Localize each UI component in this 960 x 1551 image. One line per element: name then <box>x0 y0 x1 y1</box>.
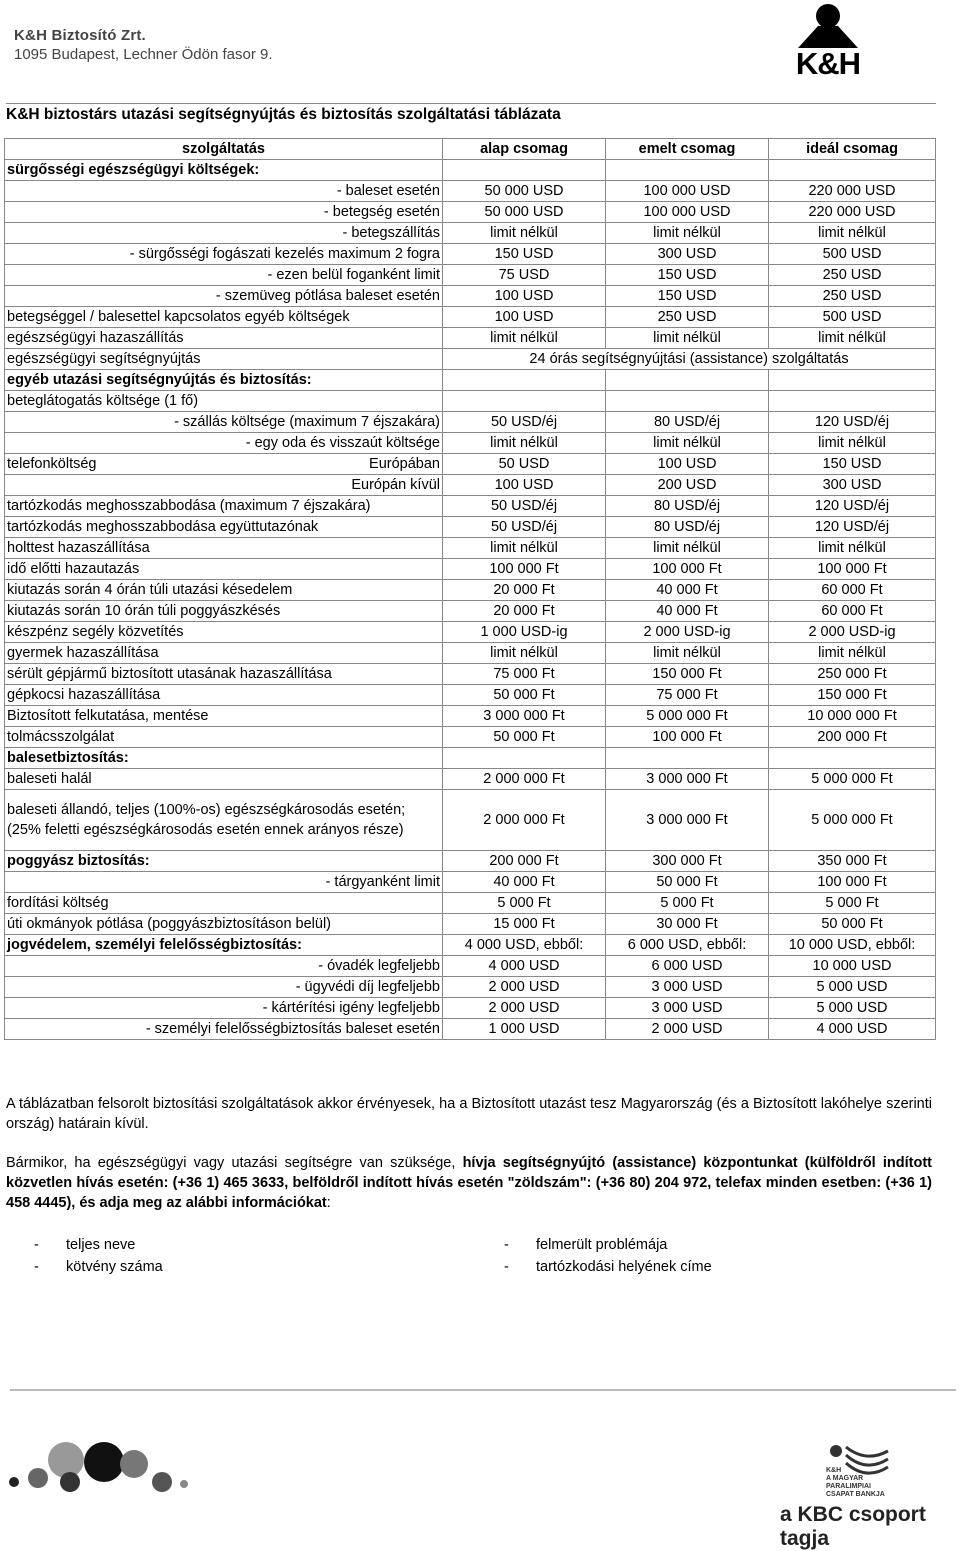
row-value-basic: 4 000 USD <box>443 956 606 977</box>
table-row <box>5 872 936 893</box>
row-value-basic <box>443 370 606 391</box>
row-value-ideal: 5 000 USD <box>769 977 936 998</box>
col-header-basic: alap csomag <box>443 139 606 160</box>
row-value-ideal: 150 USD <box>769 454 936 475</box>
row-value-ideal: 220 000 USD <box>769 202 936 223</box>
row-value-basic: 50 000 Ft <box>443 685 606 706</box>
row-value-plus: 3 000 USD <box>606 977 769 998</box>
row-value-ideal: 4 000 USD <box>769 1019 936 1040</box>
row-value-basic: 1 000 USD <box>443 1019 606 1040</box>
row-value-ideal: 2 000 USD-ig <box>769 622 936 643</box>
assistance-end: : <box>326 1195 331 1211</box>
row-value-plus: 150 USD <box>606 286 769 307</box>
row-value-plus: 300 USD <box>606 244 769 265</box>
paralympic-text: K&H A MAGYAR PARALIMPIAI CSAPAT BANKJA <box>826 1467 885 1498</box>
row-value-span: 24 órás segítségnyújtási (assistance) szolgáltatás <box>443 349 936 370</box>
row-label: készpénz segély közvetítés <box>5 622 443 643</box>
row-value-basic: 15 000 Ft <box>443 914 606 935</box>
row-label: baleseti halál <box>5 769 443 790</box>
row-label: egészségügyi hazaszállítás <box>5 328 443 349</box>
row-value-basic: 5 000 Ft <box>443 893 606 914</box>
row-label: telefonköltség Európában <box>5 454 443 475</box>
row-value-ideal: limit nélkül <box>769 223 936 244</box>
arrow-icon-small <box>9 1477 19 1487</box>
row-value-basic: 50 000 USD <box>443 202 606 223</box>
row-value-basic: 40 000 Ft <box>443 872 606 893</box>
row-value-basic: 100 USD <box>443 307 606 328</box>
arrow-icons-decoration <box>8 1440 188 1500</box>
row-value-ideal: 5 000 000 Ft <box>769 790 936 851</box>
row-value-plus: 200 USD <box>606 475 769 496</box>
info-list-left <box>34 1234 163 1278</box>
row-value-ideal: 100 000 Ft <box>769 872 936 893</box>
row-label: gyermek hazaszállítása <box>5 643 443 664</box>
table-row <box>5 790 936 851</box>
arrow-icon-tiny <box>180 1480 188 1488</box>
row-label: - sürgősségi fogászati kezelés maximum 2 fogra <box>5 244 443 265</box>
row-value-basic: limit nélkül <box>443 433 606 454</box>
row-value-ideal: 5 000 Ft <box>769 893 936 914</box>
table-row <box>5 349 936 370</box>
row-value-plus <box>606 391 769 412</box>
table-row <box>5 727 936 748</box>
row-value-plus: limit nélkül <box>606 643 769 664</box>
table-row <box>5 706 936 727</box>
row-label: - szemüveg pótlása baleset esetén <box>5 286 443 307</box>
row-value-ideal: 120 USD/éj <box>769 412 936 433</box>
row-label: balesetbiztosítás: <box>5 748 443 769</box>
table-row <box>5 433 936 454</box>
row-label: gépkocsi hazaszállítása <box>5 685 443 706</box>
row-value-ideal: 5 000 USD <box>769 998 936 1019</box>
row-value-ideal: limit nélkül <box>769 433 936 454</box>
table-row <box>5 998 936 1019</box>
kh-figure-icon <box>778 2 878 52</box>
kbc-group-tagline: a KBC csoport tagja <box>780 1503 926 1550</box>
list-item: - tartózkodási helyének címe <box>504 1259 712 1275</box>
row-value-ideal <box>769 391 936 412</box>
kh-logo-text: K&H <box>795 46 861 81</box>
arrow-icon-large-gray <box>48 1442 84 1478</box>
col-header-plus: emelt csomag <box>606 139 769 160</box>
row-value-plus: 100 USD <box>606 454 769 475</box>
row-value-basic: 75 000 Ft <box>443 664 606 685</box>
service-table <box>4 138 936 1040</box>
row-value-plus: 3 000 USD <box>606 998 769 1019</box>
row-value-basic: 75 USD <box>443 265 606 286</box>
row-value-ideal: 500 USD <box>769 307 936 328</box>
row-value-basic: limit nélkül <box>443 538 606 559</box>
row-value-plus: 100 000 USD <box>606 202 769 223</box>
row-value-ideal <box>769 160 936 181</box>
arrow-icon-dark-gray <box>152 1472 172 1492</box>
row-label: - kártérítési igény legfeljebb <box>5 998 443 1019</box>
row-value-ideal: 100 000 Ft <box>769 559 936 580</box>
row-label: betegséggel / balesettel kapcsolatos egyéb költségek <box>5 307 443 328</box>
row-value-basic: 200 000 Ft <box>443 851 606 872</box>
row-value-plus: 50 000 Ft <box>606 872 769 893</box>
row-label: - tárgyanként limit <box>5 872 443 893</box>
row-value-basic: 20 000 Ft <box>443 601 606 622</box>
document-title: K&H biztostárs utazási segítségnyújtás és biztosítás szolgáltatási táblázata <box>6 106 561 123</box>
list-item: - felmerült problémája <box>504 1237 668 1253</box>
row-value-basic: 2 000 000 Ft <box>443 790 606 851</box>
arrow-icon-gray <box>28 1468 48 1488</box>
table-row <box>5 622 936 643</box>
row-label: kiutazás során 4 órán túli utazási késedelem <box>5 580 443 601</box>
row-value-plus: 40 000 Ft <box>606 580 769 601</box>
row-value-basic: 2 000 USD <box>443 977 606 998</box>
table-row <box>5 475 936 496</box>
table-row <box>5 977 936 998</box>
row-value-plus: limit nélkül <box>606 328 769 349</box>
row-label: kiutazás során 10 órán túli poggyászkésés <box>5 601 443 622</box>
row-value-plus: limit nélkül <box>606 223 769 244</box>
row-value-plus: 100 000 Ft <box>606 559 769 580</box>
row-value-plus <box>606 160 769 181</box>
row-value-plus: 6 000 USD <box>606 956 769 977</box>
row-value-ideal <box>769 748 936 769</box>
table-row <box>5 370 936 391</box>
table-row <box>5 956 936 977</box>
row-value-ideal: 60 000 Ft <box>769 580 936 601</box>
company-name: K&H Biztosító Zrt. <box>14 27 146 44</box>
row-label: tolmácsszolgálat <box>5 727 443 748</box>
list-item: - kötvény száma <box>34 1259 163 1275</box>
col-header-service: szolgáltatás <box>5 139 443 160</box>
table-row <box>5 223 936 244</box>
row-label: idő előtti hazautazás <box>5 559 443 580</box>
row-value-basic: 100 000 Ft <box>443 559 606 580</box>
table-row <box>5 454 936 475</box>
row-value-plus: 2 000 USD <box>606 1019 769 1040</box>
row-value-plus: 150 000 Ft <box>606 664 769 685</box>
row-value-ideal: 220 000 USD <box>769 181 936 202</box>
row-label: - betegség esetén <box>5 202 443 223</box>
row-value-basic: 2 000 000 Ft <box>443 769 606 790</box>
list-item: - teljes neve <box>34 1237 136 1253</box>
row-label: egészségügyi segítségnyújtás <box>5 349 443 370</box>
row-value-ideal: 10 000 USD <box>769 956 936 977</box>
row-label: tartózkodás meghosszabbodása együttutazónak <box>5 517 443 538</box>
table-row <box>5 265 936 286</box>
row-value-ideal: 350 000 Ft <box>769 851 936 872</box>
row-value-plus: 100 000 USD <box>606 181 769 202</box>
row-value-ideal <box>769 370 936 391</box>
row-label: egyéb utazási segítségnyújtás és biztosítás: <box>5 370 443 391</box>
table-row <box>5 391 936 412</box>
row-value-ideal: 150 000 Ft <box>769 685 936 706</box>
row-label: - óvadék legfeljebb <box>5 956 443 977</box>
row-label: - betegszállítás <box>5 223 443 244</box>
row-label: baleseti állandó, teljes (100%-os) egészségkárosodás esetén; (25% feletti egészségkárosodás esetén ennek arányos része) <box>5 790 443 851</box>
row-value-basic: 50 000 USD <box>443 181 606 202</box>
row-value-basic: 1 000 USD-ig <box>443 622 606 643</box>
arrow-icon-large-black <box>84 1442 124 1482</box>
row-value-plus: 3 000 000 Ft <box>606 769 769 790</box>
table-row <box>5 769 936 790</box>
arrow-icon-dark <box>60 1472 80 1492</box>
row-value-basic: 50 USD/éj <box>443 496 606 517</box>
table-row <box>5 202 936 223</box>
table-row <box>5 517 936 538</box>
row-label: poggyász biztosítás: <box>5 851 443 872</box>
row-value-ideal: limit nélkül <box>769 328 936 349</box>
row-value-basic: 150 USD <box>443 244 606 265</box>
row-value-plus: limit nélkül <box>606 433 769 454</box>
footer-rule <box>10 1389 956 1391</box>
row-label: - személyi felelősségbiztosítás baleset esetén <box>5 1019 443 1040</box>
table-row <box>5 664 936 685</box>
row-value-plus: 40 000 Ft <box>606 601 769 622</box>
row-value-basic <box>443 160 606 181</box>
row-label: sürgősségi egészségügyi költségek: <box>5 160 443 181</box>
row-value-basic: limit nélkül <box>443 328 606 349</box>
row-value-plus: 80 USD/éj <box>606 412 769 433</box>
row-label: - ezen belül foganként limit <box>5 265 443 286</box>
row-value-ideal: 250 000 Ft <box>769 664 936 685</box>
row-value-ideal: 120 USD/éj <box>769 517 936 538</box>
row-value-ideal: 250 USD <box>769 265 936 286</box>
row-label: úti okmányok pótlása (poggyászbiztosításon belül) <box>5 914 443 935</box>
company-address: 1095 Budapest, Lechner Ödön fasor 9. <box>14 46 273 63</box>
row-value-plus: 300 000 Ft <box>606 851 769 872</box>
row-value-plus: 250 USD <box>606 307 769 328</box>
table-row <box>5 893 936 914</box>
row-label: sérült gépjármű biztosított utasának hazaszállítása <box>5 664 443 685</box>
row-value-ideal: 250 USD <box>769 286 936 307</box>
row-value-ideal: 120 USD/éj <box>769 496 936 517</box>
table-row <box>5 412 936 433</box>
table-row <box>5 244 936 265</box>
row-value-plus <box>606 748 769 769</box>
row-value-basic <box>443 748 606 769</box>
row-value-plus: 100 000 Ft <box>606 727 769 748</box>
table-row <box>5 601 936 622</box>
row-label: fordítási költség <box>5 893 443 914</box>
assistance-intro: Bármikor, ha egészségügyi vagy utazási segítségre van szüksége, <box>6 1155 463 1171</box>
row-value-plus: 30 000 Ft <box>606 914 769 935</box>
table-row <box>5 307 936 328</box>
row-label: holttest hazaszállítása <box>5 538 443 559</box>
row-value-plus: 150 USD <box>606 265 769 286</box>
row-value-ideal: 60 000 Ft <box>769 601 936 622</box>
row-value-plus: 5 000 Ft <box>606 893 769 914</box>
table-header-row <box>5 139 936 160</box>
row-value-basic: 3 000 000 Ft <box>443 706 606 727</box>
info-list-right <box>504 1234 712 1278</box>
row-value-basic: 50 USD/éj <box>443 517 606 538</box>
row-value-basic: 100 USD <box>443 475 606 496</box>
row-value-basic: limit nélkül <box>443 223 606 244</box>
table-row <box>5 328 936 349</box>
row-value-ideal: 5 000 000 Ft <box>769 769 936 790</box>
row-value-plus <box>606 370 769 391</box>
row-label: - baleset esetén <box>5 181 443 202</box>
row-label: - egy oda és visszaút költsége <box>5 433 443 454</box>
assistance-note <box>6 1153 932 1213</box>
table-row <box>5 160 936 181</box>
row-value-basic <box>443 391 606 412</box>
table-row <box>5 559 936 580</box>
table-row <box>5 1019 936 1040</box>
row-value-plus: limit nélkül <box>606 538 769 559</box>
row-value-basic: 100 USD <box>443 286 606 307</box>
row-value-basic: 50 000 Ft <box>443 727 606 748</box>
table-row <box>5 935 936 956</box>
row-value-ideal: limit nélkül <box>769 538 936 559</box>
row-label: jogvédelem, személyi felelősségbiztosítás: <box>5 935 443 956</box>
row-value-ideal: 10 000 000 Ft <box>769 706 936 727</box>
table-row <box>5 748 936 769</box>
row-value-plus: 6 000 USD, ebből: <box>606 935 769 956</box>
row-value-plus: 80 USD/éj <box>606 496 769 517</box>
row-value-plus: 2 000 USD-ig <box>606 622 769 643</box>
arrow-icon-mid-gray <box>120 1450 148 1478</box>
row-label: - ügyvédi díj legfeljebb <box>5 977 443 998</box>
table-row <box>5 643 936 664</box>
row-value-plus: 80 USD/éj <box>606 517 769 538</box>
table-row <box>5 580 936 601</box>
row-value-ideal: 300 USD <box>769 475 936 496</box>
table-row <box>5 851 936 872</box>
table-row <box>5 286 936 307</box>
table-row <box>5 685 936 706</box>
row-value-ideal: 10 000 USD, ebből: <box>769 935 936 956</box>
col-header-ideal: ideál csomag <box>769 139 936 160</box>
row-value-plus: 3 000 000 Ft <box>606 790 769 851</box>
row-label: beteglátogatás költsége (1 fő) <box>5 391 443 412</box>
row-value-plus: 5 000 000 Ft <box>606 706 769 727</box>
row-value-ideal: limit nélkül <box>769 643 936 664</box>
row-value-basic: 4 000 USD, ebből: <box>443 935 606 956</box>
validity-note: A táblázatban felsorolt biztosítási szolgáltatások akkor érvényesek, ha a Biztosított utazást tesz Magyarország (és a Biztosított lakóhelye szerinti ország) határain kívül. <box>6 1096 932 1132</box>
row-label: Biztosított felkutatása, mentése <box>5 706 443 727</box>
row-label: tartózkodás meghosszabbodása (maximum 7 éjszakára) <box>5 496 443 517</box>
table-row <box>5 538 936 559</box>
row-value-basic: limit nélkül <box>443 643 606 664</box>
row-value-ideal: 50 000 Ft <box>769 914 936 935</box>
row-value-basic: 20 000 Ft <box>443 580 606 601</box>
row-value-plus: 75 000 Ft <box>606 685 769 706</box>
row-label: Európán kívül <box>5 475 443 496</box>
table-row <box>5 496 936 517</box>
row-value-ideal: 500 USD <box>769 244 936 265</box>
row-value-basic: 2 000 USD <box>443 998 606 1019</box>
row-value-basic: 50 USD <box>443 454 606 475</box>
header-rule <box>6 103 936 104</box>
table-row <box>5 914 936 935</box>
row-value-basic: 50 USD/éj <box>443 412 606 433</box>
table-row <box>5 181 936 202</box>
assistance-contacts: hívja segítségnyújtó (assistance) központunkat (külföldről indított közvetlen hívás esetén: (+36 1) 465 3633, belföldről indított hívás esetén "zöldszám": (+36 80) 204 972, telefax minden esetben: (+36 1) 458 4445), és adja meg az alábbi információkat <box>6 1155 932 1211</box>
row-label: - szállás költsége (maximum 7 éjszakára) <box>5 412 443 433</box>
row-value-ideal: 200 000 Ft <box>769 727 936 748</box>
kh-logo <box>778 2 878 80</box>
